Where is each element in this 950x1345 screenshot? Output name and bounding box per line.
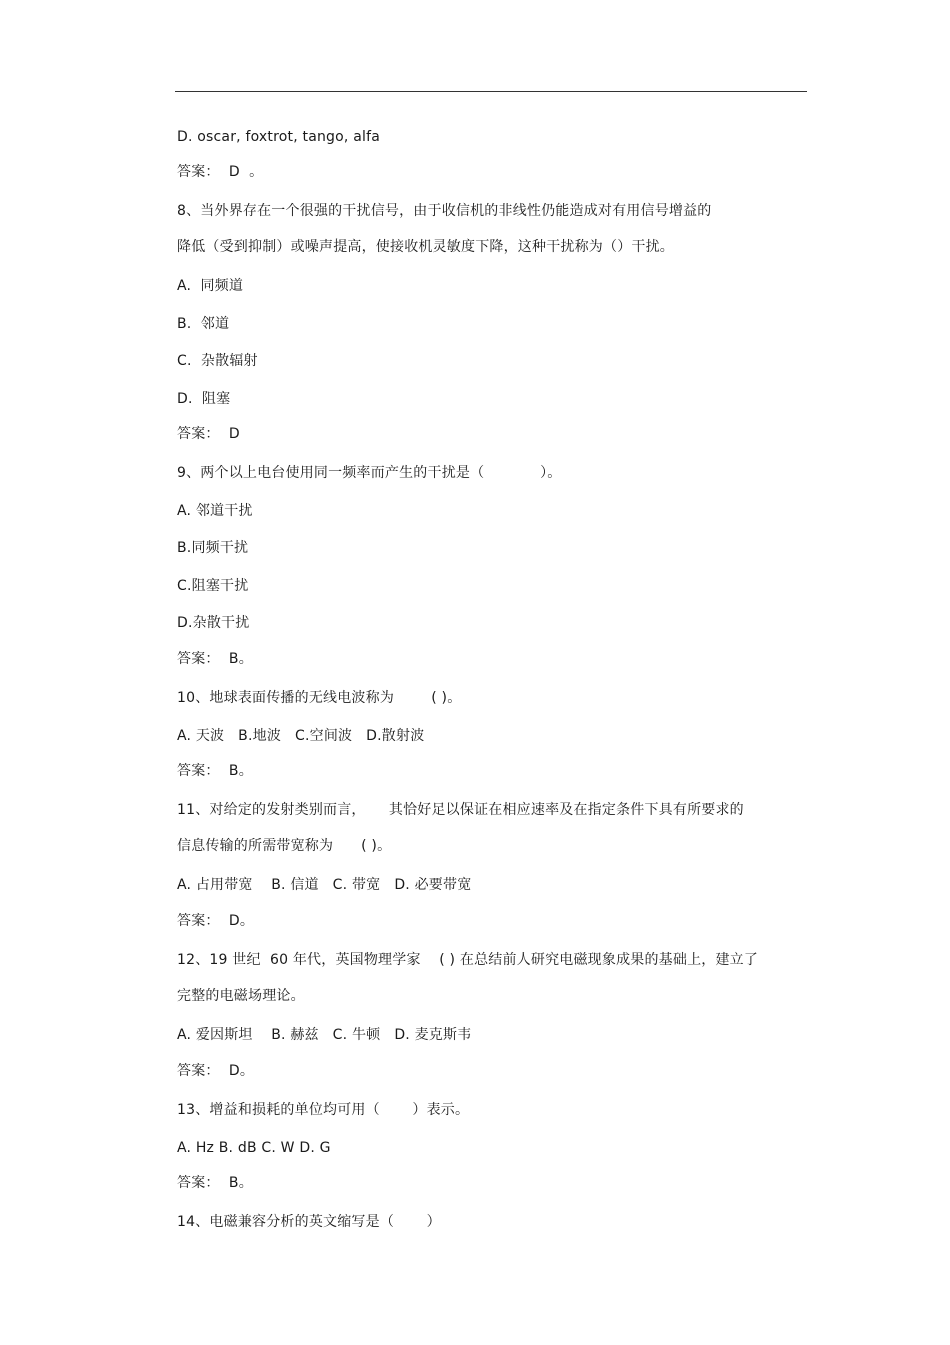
options-line: A. Hz B. dB C. W D. G — [177, 1140, 331, 1156]
question-8-line-2: 降低（受到抑制）或噪声提高，使接收机灵敏度下降，这种干扰称为（）干扰。 — [177, 239, 674, 255]
answer-line: 答案： B。 — [177, 1175, 253, 1191]
option-line-d: D.杂散干扰 — [177, 615, 250, 631]
question-9-line: 9、两个以上电台使用同一频率而产生的干扰是（ ）。 — [177, 465, 562, 481]
options-line: A. 爱因斯坦 B. 赫兹 C. 牛顿 D. 麦克斯韦 — [177, 1027, 472, 1043]
question-12-line-1: 12、19 世纪 60 年代，英国物理学家 ( ) 在总结前人研究电磁现象成果的基础上，建立了 — [177, 952, 759, 968]
answer-line: 答案： D。 — [177, 913, 255, 929]
answer-line: 答案： D 。 — [177, 164, 264, 180]
header-rule — [175, 91, 807, 92]
question-13-line: 13、增益和损耗的单位均可用（ ）表示。 — [177, 1102, 470, 1118]
options-line: A. 天波 B.地波 C.空间波 D.散射波 — [177, 728, 425, 744]
options-line: A. 占用带宽 B. 信道 C. 带宽 D. 必要带宽 — [177, 877, 472, 893]
option-line-b: B.同频干扰 — [177, 540, 249, 556]
question-10-line: 10、地球表面传播的无线电波称为 ( )。 — [177, 690, 462, 706]
question-8-line-1: 8、当外界存在一个很强的干扰信号，由于收信机的非线性仍能造成对有用信号增益的 — [177, 203, 712, 219]
option-line-a: A. 邻道干扰 — [177, 503, 253, 519]
question-14-line: 14、电磁兼容分析的英文缩写是（ ） — [177, 1214, 441, 1230]
question-11-line-1: 11、对给定的发射类别而言， 其恰好足以保证在相应速率及在指定条件下具有所要求的 — [177, 802, 744, 818]
option-line-d: D. oscar, foxtrot, tango, alfa — [177, 129, 380, 145]
option-line-c: C.阻塞干扰 — [177, 578, 249, 594]
answer-line: 答案： D — [177, 426, 240, 442]
option-line-a: A. 同频道 — [177, 278, 244, 294]
option-line-d: D. 阻塞 — [177, 391, 231, 407]
question-11-line-2: 信息传输的所需带宽称为 ( )。 — [177, 838, 392, 854]
answer-line: 答案： B。 — [177, 763, 253, 779]
answer-line: 答案： B。 — [177, 651, 253, 667]
question-12-line-2: 完整的电磁场理论。 — [177, 988, 305, 1004]
option-line-c: C. 杂散辐射 — [177, 353, 258, 369]
option-line-b: B. 邻道 — [177, 316, 230, 332]
answer-line: 答案： D。 — [177, 1063, 255, 1079]
